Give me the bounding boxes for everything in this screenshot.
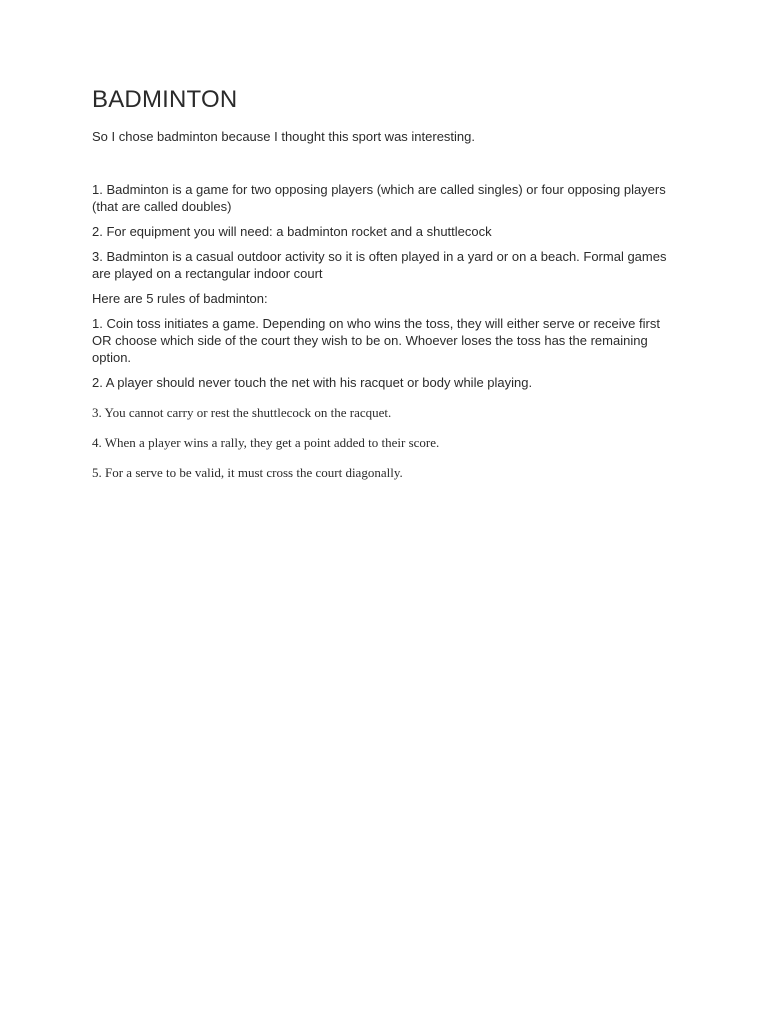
document-page xyxy=(92,84,682,489)
rule-2: 2. A player should never touch the net with his racquet or body while playing. xyxy=(92,375,533,390)
document-title: BADMINTON xyxy=(92,86,238,113)
rule-1: 1. Coin toss initiates a game. Depending on who wins the toss, they will either serve or receive first OR choose which side of the court they wish to be on. Whoever loses the toss has the remaining option. xyxy=(92,316,660,365)
intro-paragraph: So I chose badminton because I thought this sport was interesting. xyxy=(92,129,476,144)
fact-3: 3. Badminton is a casual outdoor activity so it is often played in a yard or on a beach. Formal games are played on a rectangular indoor court xyxy=(92,249,667,281)
rule-5: 5. For a serve to be valid, it must cross the court diagonally. xyxy=(92,465,403,480)
rule-3: 3. You cannot carry or rest the shuttlecock on the racquet. xyxy=(92,405,392,420)
fact-2: 2. For equipment you will need: a badminton rocket and a shuttlecock xyxy=(92,224,492,239)
rule-4: 4. When a player wins a rally, they get a point added to their score. xyxy=(92,435,440,450)
rules-heading: Here are 5 rules of badminton: xyxy=(92,291,268,306)
fact-1: 1. Badminton is a game for two opposing players (which are called singles) or four opposing players (that are called doubles) xyxy=(92,182,666,214)
